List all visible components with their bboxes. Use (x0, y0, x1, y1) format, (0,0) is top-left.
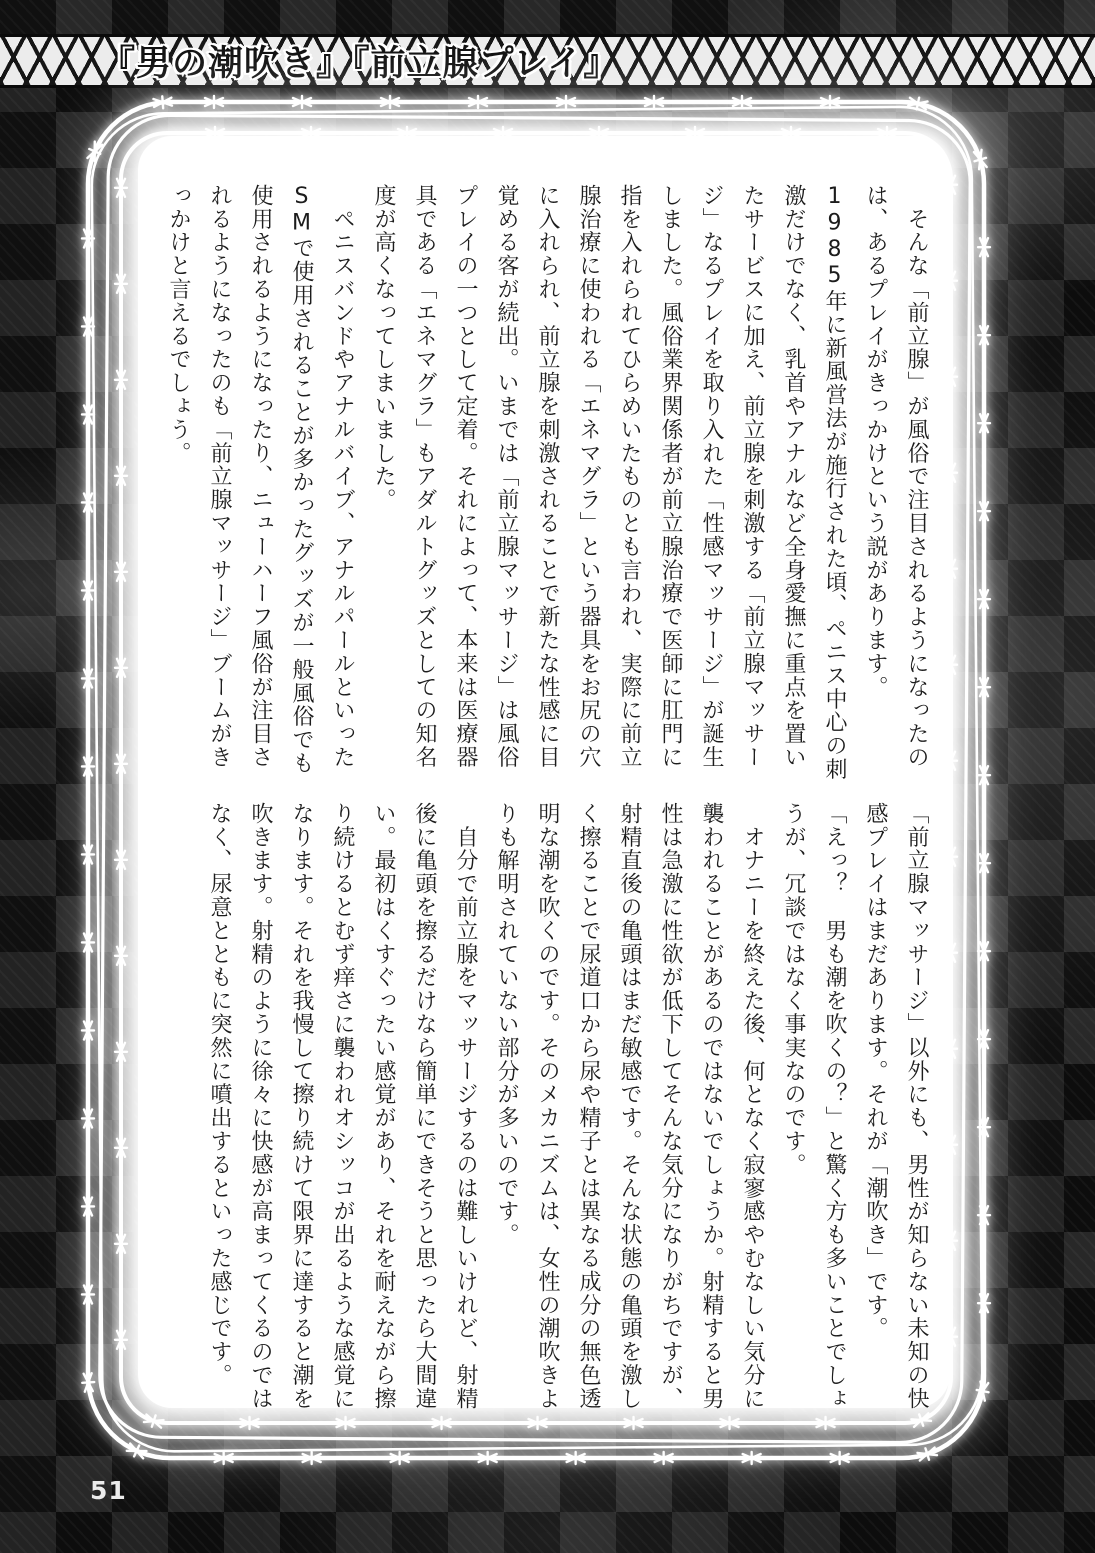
paragraph: 自分で前立腺をマッサージするのは難しいけれど、射精後に亀頭を擦るだけなら簡単にできそうと思ったら大間違い。最初はくすぐったい感覚があり、それを耐えながら擦り続けるとむず痒さに襲われオシッコが出るような感覚になります。それを我慢して擦り続けて限界に達すると潮を吹きます。射精のように徐々に快感が高まってくるのではなく、尿意とともに突然に噴出するといった感じです。 (207, 802, 478, 1411)
page-title: 『男の潮吹き』『前立腺プレイ』 (100, 44, 620, 84)
paragraph: 「えっ？ 男も潮を吹くの？」と驚く方も多いことでしょうが、冗談ではなく事実なのです。 (781, 802, 847, 1411)
article-bottom-block (158, 802, 937, 1426)
header-band (0, 34, 1095, 88)
article-top-block (158, 184, 937, 784)
paragraph: そんな「前立腺」が風俗で注目されるようになったのは、あるプレイがきっかけという説があります。 (863, 184, 929, 769)
paragraph: 1985年に新風営法が施行された頃、ペニス中心の刺激だけでなく、乳首やアナルなど全身愛撫に重点を置いたサービスに加え、前立腺を刺激する「前立腺マッサージ」なるプレイを取り入れた「性感マッサージ」が誕生しました。風俗業界関係者が前立腺治療で医師に肛門に指を入れられてひらめいたものとも言われ、実際に前立腺治療に使われる「エネマグラ」という器具をお尻の穴に入れられ、前立腺を刺激されることで新たな性感に目覚める客が続出。いまでは「前立腺マッサージ」は風俗プレイの一つとして定着。それによって、本来は医療器具である「エネマグラ」もアダルトグッズとしての知名度が高くなってしまいました。 (371, 184, 847, 781)
paragraph: オナニーを終えた後、何となく寂寥感やむなしい気分に襲われることがあるのではないでしょうか。射精すると男性は急激に性欲が低下してそんな気分になりがちですが、射精直後の亀頭はまだ敏感です。そんな状態の亀頭を激しく擦ることで尿道口から尿や精子とは異なる成分の無色透明な潮を吹くのです。そのメカニズムは、女性の潮吹きよりも解明されていない部分が多いのです。 (494, 802, 765, 1411)
paragraph: 「前立腺マッサージ」以外にも、男性が知らない未知の快感プレイはまだあります。それが「潮吹き」です。 (863, 802, 929, 1411)
page-number: 51 (90, 1476, 127, 1505)
paragraph: ペニスバンドやアナルバイブ、アナルパールといったSMで使用されることが多かったグッズが一般風俗でも使用されるようになったり、ニューハーフ風俗が注目されるようになったのも「前立腺マッサージ」ブームがきっかけと言えるでしょう。 (166, 184, 355, 775)
